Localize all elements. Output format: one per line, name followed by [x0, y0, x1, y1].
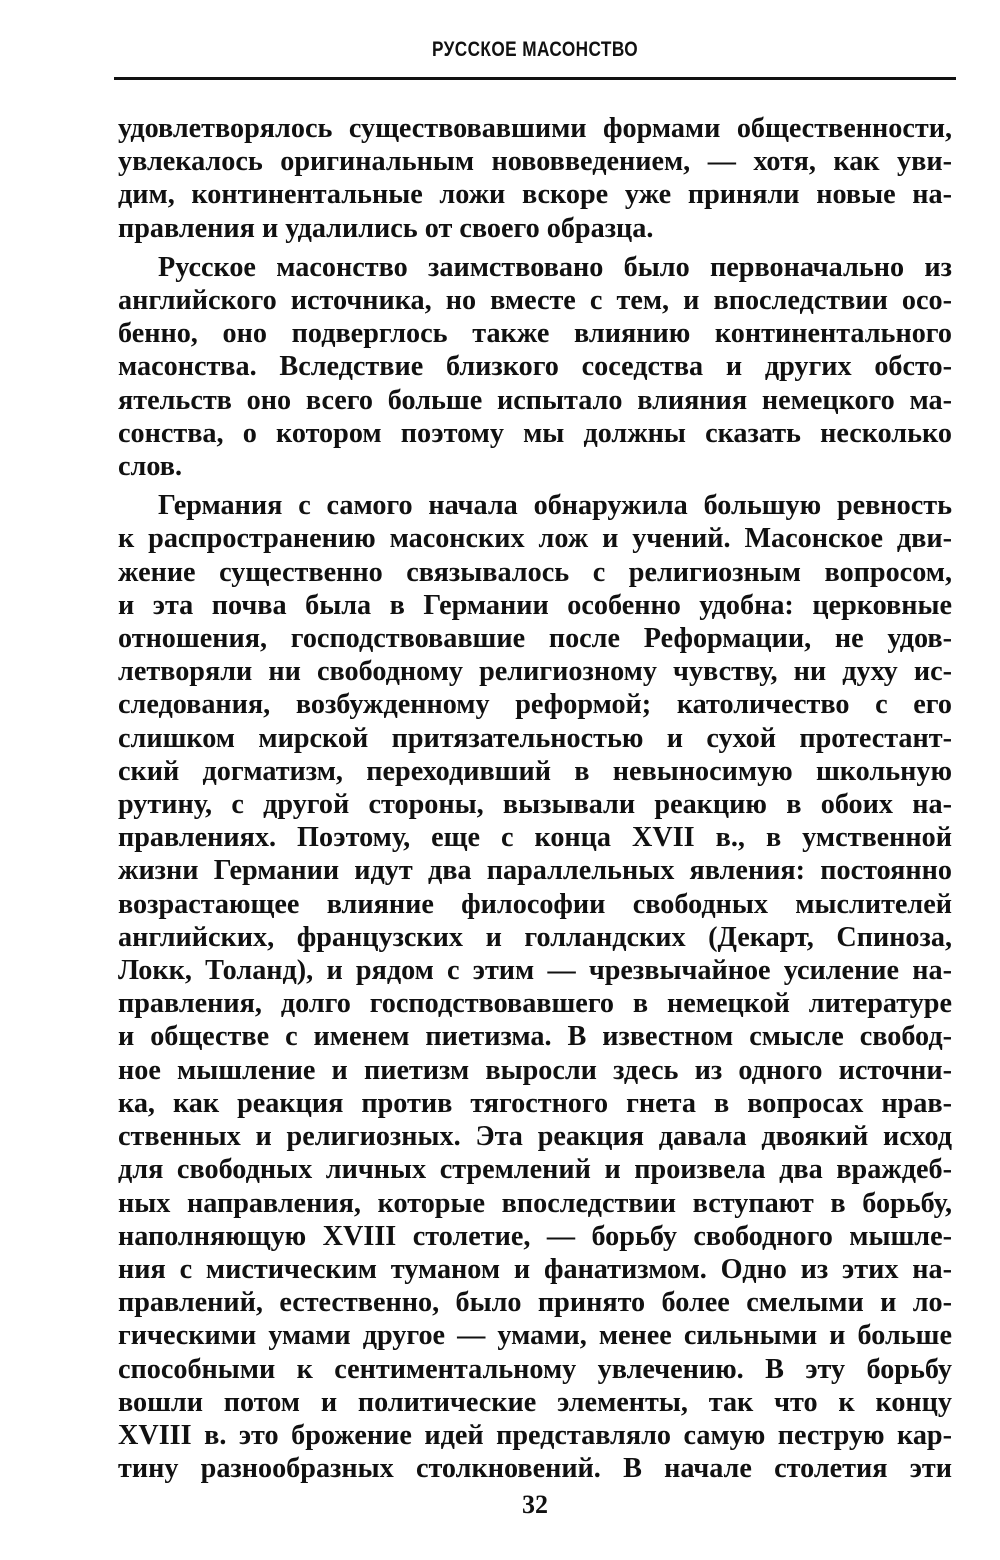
text-line: способными к сентиментальному увлечению. В эту борьбу — [118, 1353, 952, 1385]
text-line: правления и удалились от своего образца. — [118, 212, 654, 244]
text-line: летворяли ни свободному религиозному чувству, ни духу ис- — [118, 656, 952, 688]
text-line: вошли потом и политические элементы, так что к концу — [118, 1386, 952, 1418]
text-line: к распространению масонских лож и учений. Масонское дви- — [118, 523, 952, 555]
book-page — [118, 0, 952, 1560]
text-line: увлекалось оригинальным нововведением, — хотя, как уви- — [118, 146, 952, 178]
text-line: ятельств оно всего больше испытало влияния немецкого ма- — [118, 384, 952, 416]
text-line: дим, континентальные ложи вскоре уже приняли новые на- — [118, 179, 952, 211]
text-line: слов. — [118, 451, 182, 483]
text-line: отношения, господствовавшие после Реформации, не удов- — [118, 623, 952, 655]
text-line: Русское масонство заимствовано было первоначально из — [158, 251, 952, 283]
text-line: рутину, с другой стороны, вызывали реакцию в обоих на- — [118, 789, 952, 821]
text-line: для свободных личных стремлений и произвела два враждеб- — [118, 1154, 952, 1186]
text-line: правлений, естественно, было принято более смелыми и ло- — [118, 1287, 952, 1319]
text-line: и обществе с именем пиетизма. В известном смысле свобод- — [118, 1021, 952, 1053]
text-line: английского источника, но вместе с тем, и впоследствии осо- — [118, 285, 952, 317]
text-line: следования, возбужденному реформой; католичество с его — [118, 689, 952, 721]
text-line: XVIII в. это брожение идей представляло самую пеструю кар- — [118, 1419, 952, 1451]
paragraph — [118, 489, 952, 1485]
text-line: и эта почва была в Германии особенно удобна: церковные — [118, 589, 952, 621]
text-line: ния с мистическим туманом и фанатизмом. Одно из этих на- — [118, 1253, 952, 1285]
text-line: жение существенно связывалось с религиозным вопросом, — [118, 556, 952, 588]
running-title: РУССКОЕ МАСОНСТВО — [431, 38, 639, 61]
text-line: масонства. Вследствие близкого соседства и других обсто- — [118, 351, 952, 383]
paragraph — [118, 251, 952, 483]
text-line: ное мышление и пиетизм выросли здесь из одного источни- — [118, 1054, 952, 1086]
paragraph — [118, 112, 952, 245]
text-line: правления, долго господствовавшего в немецкой литературе — [118, 988, 952, 1020]
text-line: удовлетворялось существовавшими формами общественности, — [118, 113, 952, 144]
text-line: сонства, о котором поэтому мы должны сказать несколько — [118, 417, 952, 449]
body-text — [118, 112, 952, 1491]
text-line: жизни Германии идут два параллельных явления: постоянно — [118, 855, 952, 887]
text-line: ных направления, которые впоследствии вступают в борьбу, — [118, 1187, 952, 1219]
text-line: тину разнообразных столкновений. В начале столетия эти — [118, 1453, 952, 1485]
page-number: 32 — [522, 1490, 548, 1519]
text-line: бенно, оно подверглось также влиянию континентального — [118, 318, 952, 350]
text-line: ка, как реакция против тягостного гнета в вопросах нрав- — [118, 1087, 952, 1119]
text-line: слишком мирской притязательностью и сухой протестант- — [118, 722, 952, 754]
text-line: наполняющую XVIII столетие, — борьбу свободного мышле- — [118, 1220, 952, 1252]
text-line: ственных и религиозных. Эта реакция давала двоякий исход — [118, 1121, 952, 1153]
text-line: гическими умами другое — умами, менее сильными и больше — [118, 1320, 952, 1352]
text-line: правлениях. Поэтому, еще с конца XVII в., в умственной — [118, 822, 952, 854]
text-line: ский догматизм, переходивший в невыносимую школьную — [118, 755, 952, 787]
text-line: Германия с самого начала обнаружила большую ревность — [158, 490, 952, 522]
header-rule — [114, 77, 956, 80]
text-line: возрастающее влияние философии свободных мыслителей — [118, 888, 952, 920]
text-line: Локк, Толанд), и рядом с этим — чрезвычайное усиление на- — [118, 955, 952, 987]
text-line: английских, французских и голландских (Декарт, Спиноза, — [118, 921, 952, 953]
